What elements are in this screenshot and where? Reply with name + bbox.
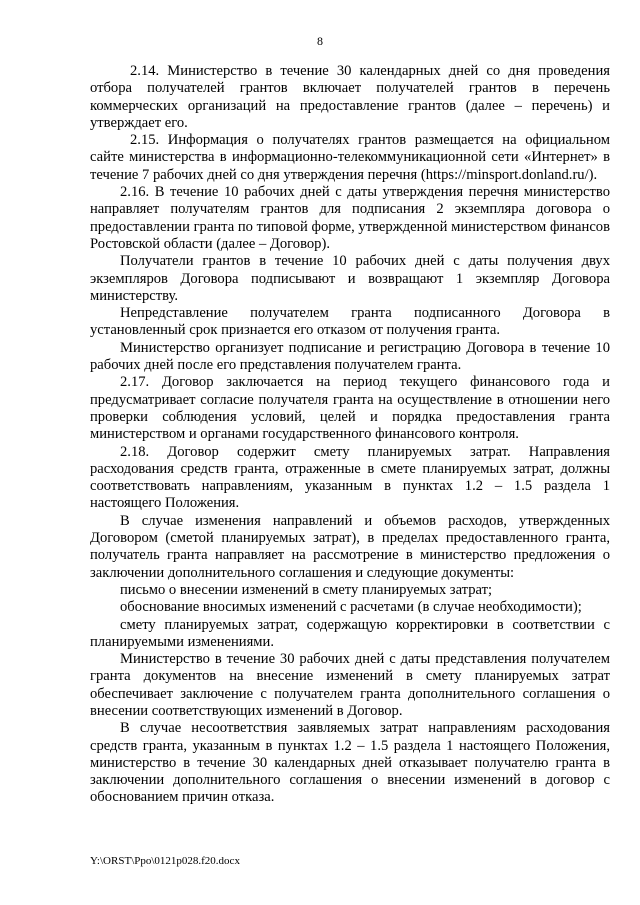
paragraph-2-14: 2.14. Министерство в течение 30 календарных дней со дня проведения отбора получателей грантов включает получателей грантов в перечень коммерческих организаций на предоставление грантов (далее – перечень) и утверждает его. xyxy=(90,63,610,131)
list-item-justification: обоснование вносимых изменений с расчетами (в случае необходимости); xyxy=(120,599,582,616)
paragraph-changes: В случае изменения направлений и объемов расходов, утвержденных Договором (сметой планируемых затрат), в пределах предоставленного гранта, получатель гранта направляет на рассмотрение в министерство предложения о заключении дополнительного соглашения и следующие документы: xyxy=(90,512,610,581)
footer-file-path: Y:\ORST\Ppo\0121p028.f20.docx xyxy=(90,855,240,867)
list-item-estimate: смету планируемых затрат, содержащую корректировки в соответствии с планируемыми изменениями. xyxy=(90,616,610,650)
paragraph-registration: Министерство организует подписание и регистрацию Договора в течение 10 рабочих дней после его представления получателем гранта. xyxy=(90,339,610,374)
page-number: 8 xyxy=(317,34,323,48)
paragraph-2-15: 2.15. Информация о получателях грантов размещается на официальном сайте министерства в информационно-телекоммуникационной сети «Интернет» в течение 7 рабочих дней со дня утверждения перечня (https://minsport.donland.ru/). xyxy=(90,132,610,183)
list-item-letter: письмо о внесении изменений в смету планируемых затрат; xyxy=(120,581,493,598)
paragraph-ministry-30-days: Министерство в течение 30 рабочих дней с даты представления получателем гранта документов на внесение изменений в смету планируемых затрат обеспечивает заключение с получателем гранта дополнительного соглашения о внесении соответствующих изменений в Договор. xyxy=(90,651,610,719)
paragraph-2-17: 2.17. Договор заключается на период текущего финансового года и предусматривает согласие получателя гранта на осуществление в отношении него проверки соблюдения условий, целей и порядка предоставления гранта министерством и органами государственного финансового контроля. xyxy=(90,374,610,443)
paragraph-refusal: В случае несоответствия заявляемых затрат направлениям расходования средств гранта, указанным в пунктах 1.2 – 1.5 раздела 1 настоящего Положения, министерство в течение 30 календарных дней отказывает получателю гранта в заключении дополнительного соглашения о внесении изменений в договор с обоснованием причин отказа. xyxy=(90,720,610,806)
paragraph-2-16: 2.16. В течение 10 рабочих дней с даты утверждения перечня министерство направляет получателям грантов для подписания 2 экземпляра договора о предоставлении гранта по типовой форме, утвержденной министерством финансов Ростовской области (далее – Договор). xyxy=(90,184,610,252)
paragraph-grant-recipients-sign: Получатели грантов в течение 10 рабочих дней с даты получения двух экземпляров Договора подписывают и возвращают 1 экземпляр Договора министерству. xyxy=(90,253,610,304)
document-body xyxy=(90,63,610,807)
paragraph-2-18: 2.18. Договор содержит смету планируемых затрат. Направления расходования средств гранта, отраженные в смете планируемых затрат, должны соответствовать направлениям, указанным в пунктах 1.2 – 1.5 раздела 1 настоящего Положения. xyxy=(90,443,610,512)
paragraph-non-submission: Непредставление получателем гранта подписанного Договора в установленный срок признается его отказом от получения гранта. xyxy=(90,305,610,339)
